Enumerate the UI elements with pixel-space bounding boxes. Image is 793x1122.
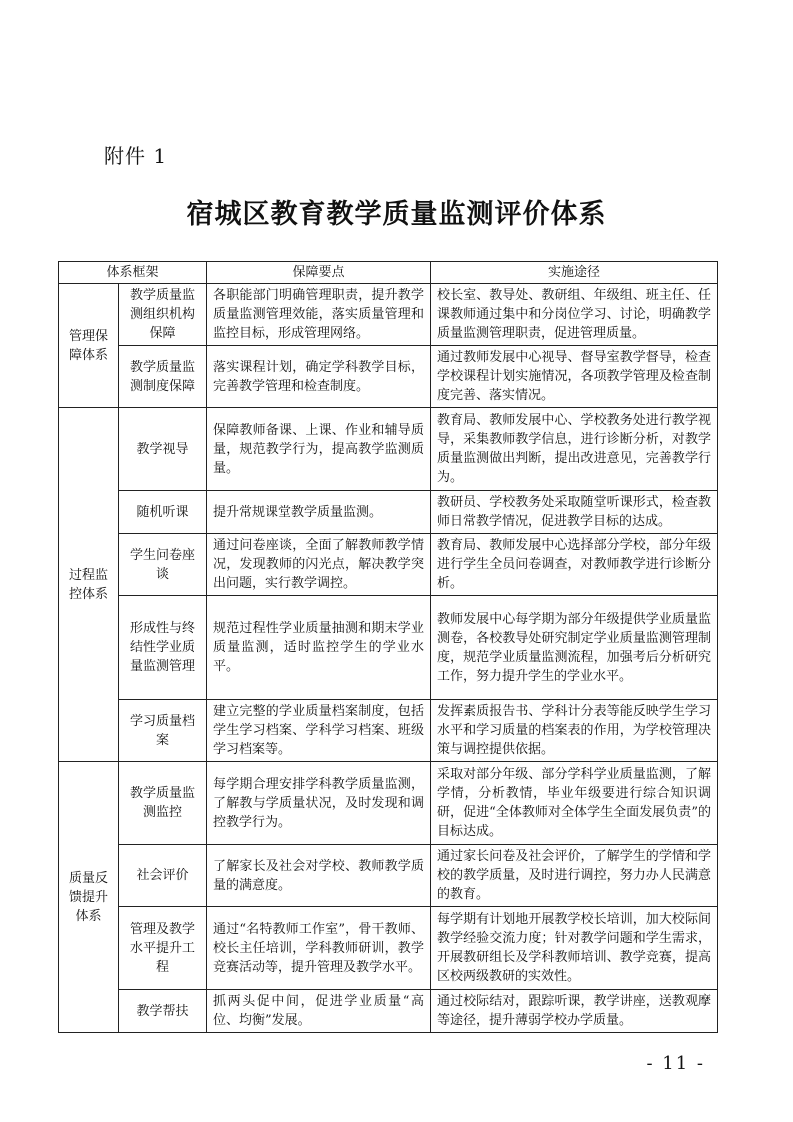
implementation-cell: 每学期有计划地开展教学校长培训，加大校际间教学经验交流力度；针对教学问题和学生需求，开展教研组长及学科教师培训、教学竞赛，提高区校两级教研的实效性。 [431,907,718,990]
implementation-cell: 教育局、教师发展中心、学校教务处进行教学视导，采集教师教学信息，进行诊断分析，对教学质量监测做出判断，提出改进意见，完善教学行为。 [431,408,718,491]
table-row [59,491,718,534]
page-number: - 11 - [646,1053,705,1074]
item-cell: 管理及教学水平提升工程 [119,907,207,990]
table-row [59,907,718,990]
key-point-cell: 规范过程性学业质量抽测和期末学业质量监测，适时监控学生的学业水平。 [207,596,431,700]
implementation-cell: 发挥素质报告书、学科计分表等能反映学生学习水平和学习质量的档案表的作用，为学校管理决策与调控提供依据。 [431,700,718,762]
annex-label: 附件 1 [104,144,168,168]
table-row [59,284,718,346]
header-framework: 体系框架 [59,262,207,284]
key-point-cell: 建立完整的学业质量档案制度，包括学生学习档案、学科学习档案、班级学习档案等。 [207,700,431,762]
category-cell: 管理保障体系 [59,284,119,408]
table-row [59,346,718,408]
implementation-cell: 教研员、学校教务处采取随堂听课形式，检查教师日常教学情况，促进教学目标的达成。 [431,491,718,534]
table-row [59,534,718,596]
implementation-cell: 通过校际结对，跟踪听课，教学讲座，送教观摩等途径，提升薄弱学校办学质量。 [431,990,718,1033]
item-cell: 教学帮扶 [119,990,207,1033]
item-cell: 教学质量监测组织机构保障 [119,284,207,346]
implementation-cell: 通过教师发展中心视导、督导室教学督导，检查学校课程计划实施情况，各项教学管理及检查制度完善、落实情况。 [431,346,718,408]
implementation-cell: 教育局、教师发展中心选择部分学校，部分年级进行学生全员问卷调查，对教师教学进行诊断分析。 [431,534,718,596]
item-cell: 教学视导 [119,408,207,491]
table-row [59,408,718,491]
item-cell: 教学质量监测制度保障 [119,346,207,408]
header-key-points: 保障要点 [207,262,431,284]
table-row [59,762,718,845]
key-point-cell: 通过问卷座谈，全面了解教师教学情况，发现教师的闪光点，解决教学突出问题，实行教学调控。 [207,534,431,596]
evaluation-system-table [58,261,718,1033]
item-cell: 社会评价 [119,845,207,907]
implementation-cell: 通过家长问卷及社会评价，了解学生的学情和学校的教学质量，及时进行调控，努力办人民满意的教育。 [431,845,718,907]
header-implementation: 实施途径 [431,262,718,284]
category-cell: 质量反馈提升体系 [59,762,119,1033]
document-title: 宿城区教育教学质量监测评价体系 [186,199,607,230]
item-cell: 教学质量监测监控 [119,762,207,845]
key-point-cell: 抓两头促中间，促进学业质量“高位、均衡”发展。 [207,990,431,1033]
item-cell: 随机听课 [119,491,207,534]
key-point-cell: 保障教师备课、上课、作业和辅导质量，规范教学行为，提高教学监测质量。 [207,408,431,491]
key-point-cell: 提升常规课堂教学质量监测。 [207,491,431,534]
table-row [59,845,718,907]
implementation-cell: 校长室、教导处、教研组、年级组、班主任、任课教师通过集中和分岗位学习、讨论，明确教学质量监测管理职责，促进管理质量。 [431,284,718,346]
item-cell: 学习质量档案 [119,700,207,762]
key-point-cell: 落实课程计划，确定学科教学目标，完善教学管理和检查制度。 [207,346,431,408]
item-cell: 形成性与终结性学业质量监测管理 [119,596,207,700]
table-row [59,700,718,762]
key-point-cell: 各职能部门明确管理职责，提升教学质量监测管理效能，落实质量管理和监控目标，形成管理网络。 [207,284,431,346]
implementation-cell: 采取对部分年级、部分学科学业质量监测，了解学情，分析教情，毕业年级要进行综合知识调研，促进“全体教师对全体学生全面发展负责”的目标达成。 [431,762,718,845]
category-cell: 过程监控体系 [59,408,119,762]
key-point-cell: 通过“名特教师工作室”，骨干教师、校长主任培训，学科教师研训，教学竞赛活动等，提升管理及教学水平。 [207,907,431,990]
item-cell: 学生问卷座谈 [119,534,207,596]
table-row [59,990,718,1033]
key-point-cell: 了解家长及社会对学校、教师教学质量的满意度。 [207,845,431,907]
table-row [59,596,718,700]
implementation-cell: 教师发展中心每学期为部分年级提供学业质量监测卷，各校教导处研究制定学业质量监测管理制度，规范学业质量监测流程，加强考后分析研究工作，努力提升学生的学业水平。 [431,596,718,700]
table-header-row [59,262,718,284]
key-point-cell: 每学期合理安排学科教学质量监测，了解教与学质量状况，及时发现和调控教学行为。 [207,762,431,845]
